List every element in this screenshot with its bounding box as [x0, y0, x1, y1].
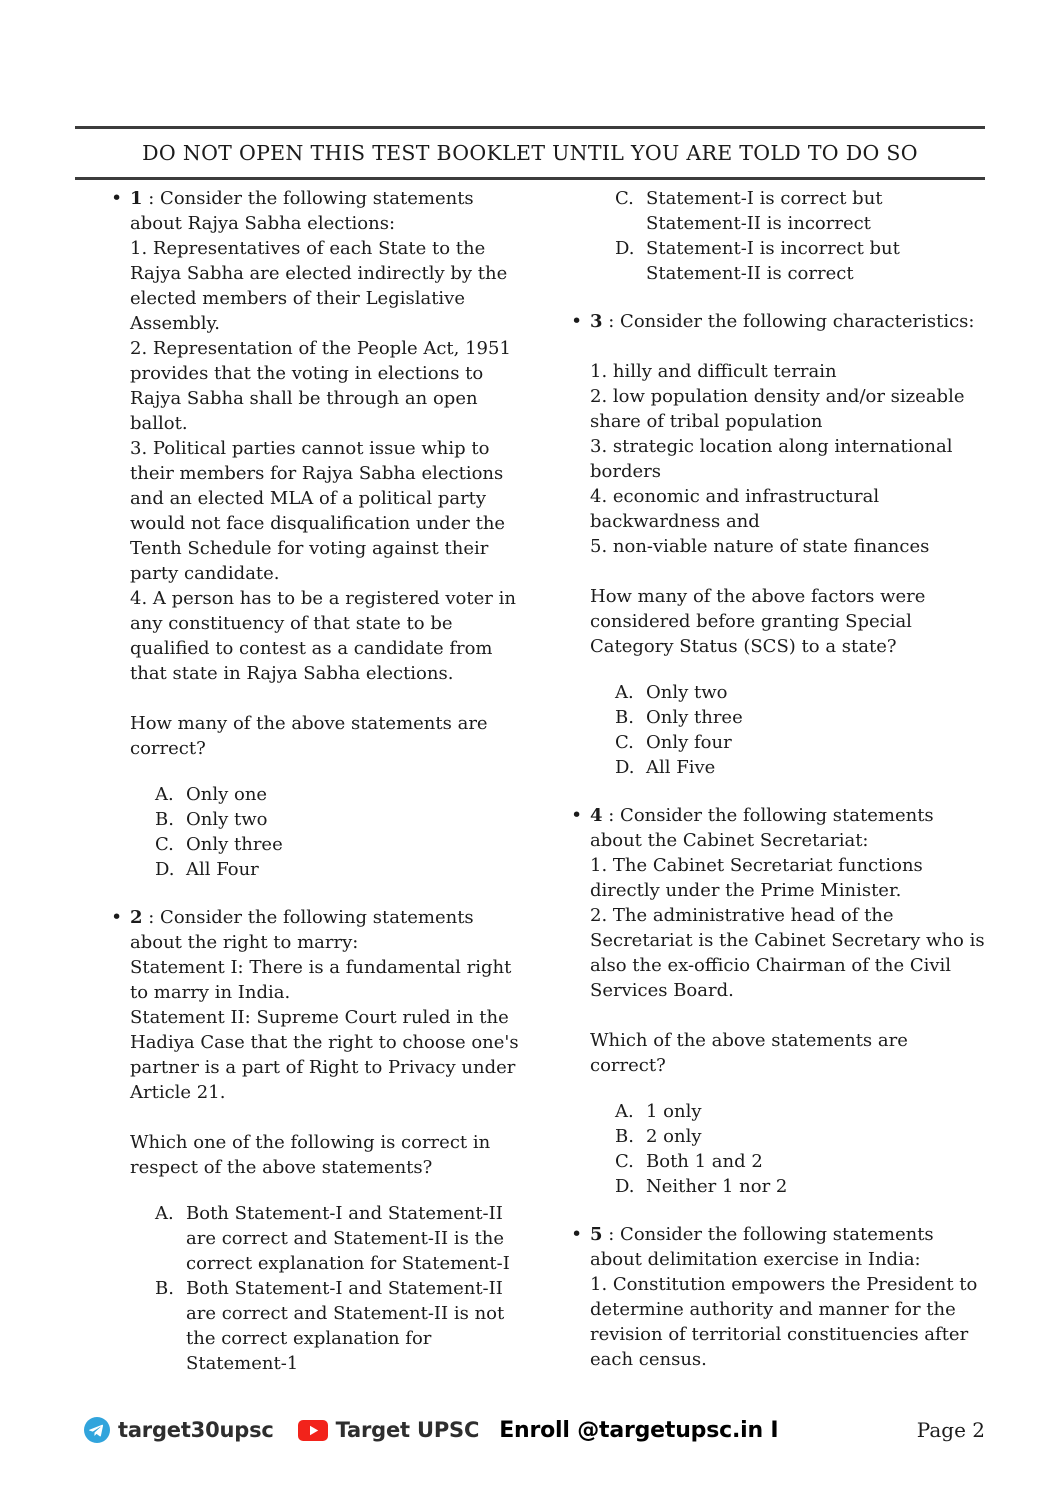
question-lead [130, 186, 525, 686]
option-text: Only two [646, 682, 728, 703]
option-letter: C. [615, 732, 634, 753]
question-separator: : [142, 907, 161, 928]
option-row [615, 680, 985, 705]
option-letter: A. [615, 682, 634, 703]
option-letter: D. [615, 757, 635, 778]
question-statement: Statement II: Supreme Court ruled in the Hadiya Case that the right to choose one's partner is a part of Right to Privacy under Article 21. [130, 1007, 519, 1103]
question-statement: Statement I: There is a fundamental right to marry in India. [130, 957, 512, 1003]
option-row [155, 857, 525, 882]
questions-area [75, 186, 985, 1399]
question-statement: 2. The administrative head of the Secretariat is the Cabinet Secretary who is also the ex-officio Chairman of the Civil Services Board. [590, 905, 985, 1001]
booklet-warning-notice: DO NOT OPEN THIS TEST BOOKLET UNTIL YOU ARE TOLD TO DO SO [142, 141, 918, 165]
option-letter: B. [615, 1126, 634, 1147]
youtube-channel: Target UPSC [335, 1418, 480, 1442]
question-lead-text: Consider the following statements about the Cabinet Secretariat: [590, 805, 934, 851]
options-list [590, 680, 985, 780]
option-letter: B. [155, 809, 174, 830]
question-statement: 3. strategic location along international borders [590, 436, 953, 482]
option-row [615, 730, 985, 755]
option-row [615, 186, 985, 236]
option-text: Neither 1 nor 2 [646, 1176, 788, 1197]
question-lead [130, 905, 525, 1105]
enroll-text: Enroll @targetupsc.in I [499, 1417, 779, 1443]
question-number: 3 [590, 311, 603, 332]
telegram-handle: target30upsc [118, 1418, 274, 1442]
option-row [615, 1174, 985, 1199]
option-row [615, 1099, 985, 1124]
option-letter: A. [155, 1203, 174, 1224]
question-lead-text: Consider the following characteristics: [620, 311, 975, 332]
option-text: Only one [186, 784, 268, 805]
option-text: 2 only [646, 1126, 702, 1147]
option-text: Both 1 and 2 [646, 1151, 763, 1172]
question-number: 4 [590, 805, 603, 826]
question-item [75, 905, 525, 1376]
question-statement: 1. Representatives of each State to the Rajya Sabha are elected indirectly by the elected members of their Legislative Assembly. [130, 238, 508, 334]
question-prompt: How many of the above factors were considered before granting Special Category Status (SCS) to a state? [590, 586, 926, 657]
telegram-icon [84, 1417, 110, 1443]
option-letter: D. [615, 238, 635, 259]
question-number: 5 [590, 1224, 603, 1245]
options-list [130, 782, 525, 882]
option-text: All Four [186, 859, 259, 880]
option-text: Both Statement-I and Statement-II are correct and Statement-II is not the correct explanation for Statement-1 [186, 1278, 505, 1374]
option-letter: C. [155, 834, 174, 855]
options-list [590, 1099, 985, 1199]
question-options-continuation [535, 186, 985, 286]
question-statement: 1. The Cabinet Secretariat functions directly under the Prime Minister. [590, 855, 923, 901]
column-right [535, 186, 985, 1399]
option-row [155, 782, 525, 807]
question-item [535, 309, 985, 780]
question-statement: 1. hilly and difficult terrain [590, 361, 837, 382]
question-statement: 4. A person has to be a registered voter in any constituency of that state to be qualified to contest as a candidate from that state in Rajya Sabha elections. [130, 588, 516, 684]
option-row [615, 236, 985, 286]
question-separator: : [602, 311, 621, 332]
footer [84, 1417, 985, 1443]
option-text: Both Statement-I and Statement-II are correct and Statement-II is the correct explanation for Statement-I [186, 1203, 510, 1274]
question-statement: 4. economic and infrastructural backwardness and [590, 486, 880, 532]
option-letter: A. [615, 1101, 634, 1122]
question-separator: : [602, 1224, 621, 1245]
header-top-rule [75, 126, 985, 129]
question-separator: : [142, 188, 161, 209]
option-text: 1 only [646, 1101, 702, 1122]
question-lead-text: Consider the following statements about the right to marry: [130, 907, 474, 953]
question-prompt: How many of the above statements are correct? [130, 713, 488, 759]
option-row [615, 755, 985, 780]
question-lead-text: Consider the following statements about Rajya Sabha elections: [130, 188, 474, 234]
question-lead [590, 309, 985, 334]
option-letter: D. [615, 1176, 635, 1197]
youtube-icon [298, 1420, 328, 1441]
statement-group [590, 359, 985, 559]
option-row [155, 832, 525, 857]
question-separator: : [602, 805, 621, 826]
option-letter: A. [155, 784, 174, 805]
question-item [535, 1222, 985, 1372]
question-statement: 2. Representation of the People Act, 1951 provides that the voting in elections to Rajya Sabha shall be through an open ballot. [130, 338, 511, 434]
question-item [75, 186, 525, 882]
option-letter: B. [615, 707, 634, 728]
question-item [535, 803, 985, 1199]
option-text: Only three [646, 707, 743, 728]
option-row [155, 807, 525, 832]
question-lead-text: Consider the following statements about delimitation exercise in India: [590, 1224, 934, 1270]
question-statement: 5. non-viable nature of state finances [590, 536, 930, 557]
option-row [615, 705, 985, 730]
question-statement: 2. low population density and/or sizeable share of tribal population [590, 386, 965, 432]
question-statement: 1. Constitution empowers the President to determine authority and manner for the revision of territorial constituencies after each census. [590, 1274, 978, 1370]
column-left [75, 186, 525, 1399]
question-number: 1 [130, 188, 143, 209]
option-text: Only three [186, 834, 283, 855]
option-row [615, 1149, 985, 1174]
option-text: Statement-I is correct but Statement-II is incorrect [646, 188, 883, 234]
options-list [130, 1201, 525, 1376]
option-letter: B. [155, 1278, 174, 1299]
option-letter: D. [155, 859, 175, 880]
option-text: All Five [646, 757, 716, 778]
options-list [590, 186, 985, 286]
question-statement: 3. Political parties cannot issue whip to their members for Rajya Sabha elections and an elected MLA of a political party would not face disqualification under the Tenth Schedule for voting against their party candidate. [130, 438, 506, 584]
option-letter: C. [615, 188, 634, 209]
option-row [615, 1124, 985, 1149]
option-letter: C. [615, 1151, 634, 1172]
question-lead [590, 1222, 985, 1372]
option-text: Only four [646, 732, 732, 753]
page-number: Page 2 [916, 1418, 985, 1442]
option-row [155, 1276, 525, 1376]
question-prompt: Which of the above statements are correct? [590, 1030, 908, 1076]
option-text: Statement-I is incorrect but Statement-II is correct [646, 238, 900, 284]
question-prompt: Which one of the following is correct in respect of the above statements? [130, 1132, 491, 1178]
question-number: 2 [130, 907, 143, 928]
option-text: Only two [186, 809, 268, 830]
header-bottom-rule [75, 177, 985, 180]
question-lead [590, 803, 985, 1003]
option-row [155, 1201, 525, 1276]
